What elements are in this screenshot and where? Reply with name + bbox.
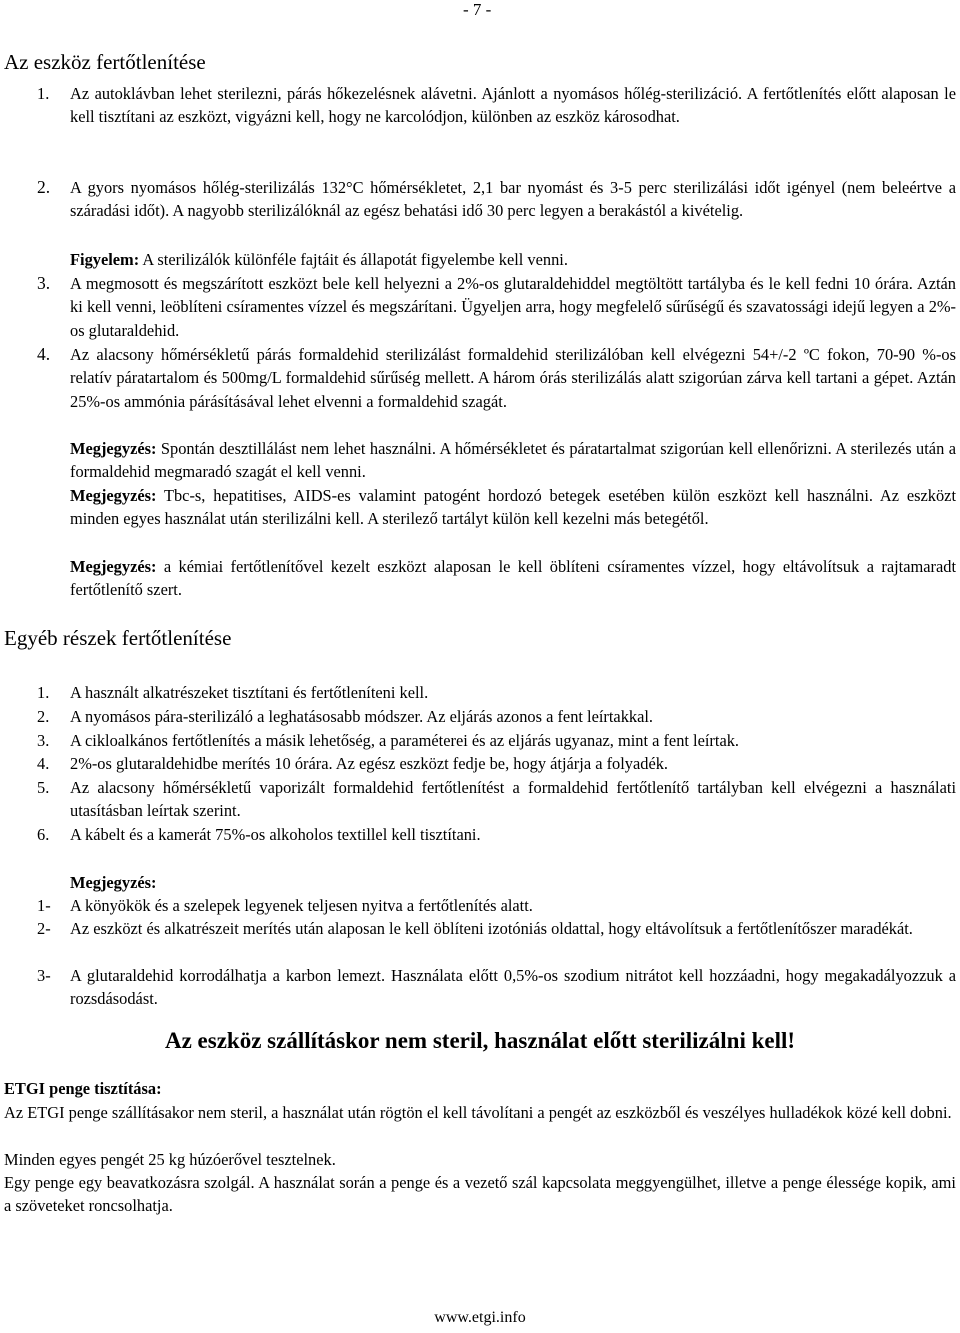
list-item: A nyomásos pára-sterilizáló a leghatásosabb módszer. Az eljárás azonos a fent leírtakkal. xyxy=(70,707,654,726)
note-label: Megjegyzés: xyxy=(70,486,157,505)
section-title-other-parts: Egyéb részek fertőtlenítése xyxy=(4,626,232,650)
sterilization-warning: Az eszköz szállításkor nem steril, használat előtt sterilizálni kell! xyxy=(164,1028,796,1053)
etgi-paragraph: Egy penge egy beavatkozásra szolgál. A használat során a penge és a vezető szál kapcsolata meggyengülhet, illetve a penge élessége kopik, ami a szöveteket roncsolhatja. xyxy=(4,1173,956,1216)
list-item: Az alacsony hőmérsékletű vaporizált formaldehid fertőtlenítést a formaldehid fertőtlenítő tartályban kell elvégezni a használati utasításban leírtak szerint. xyxy=(70,778,956,821)
note-text: a kémiai fertőtlenítővel kezelt eszközt alaposan le kell öblíteni csíramentes vízzel, hogy eltávolítsuk a rajtamaradt fertőtlenítő szert. xyxy=(70,557,956,600)
list-item: A cikloalkános fertőtlenítés a másik lehetőség, a paraméterei és az eljárás ugyanaz, mint a fent leírtak. xyxy=(70,731,740,750)
list-item: A glutaraldehid korrodálhatja a karbon lemezt. Használata előtt 0,5%-os szodium nitrátot kell hozzáadni, hogy megakadályozzuk a rozsdásodást. xyxy=(70,966,956,1009)
etgi-title: ETGI penge tisztítása: xyxy=(4,1079,162,1098)
list-number: 2. xyxy=(37,177,51,197)
list-item: 2%-os glutaraldehidbe merítés 10 órára. Az egész eszközt fedje be, hogy átjárja a folyadék. xyxy=(70,754,669,773)
note-text: Tbc-s, hepatitises, AIDS-es valamint patogént hordozó betegek esetében külön eszközt kell használni. Az eszközt minden egyes használat után sterilizálni kell. A sterilező tartályt külön kell kezelni más betegétől. xyxy=(70,486,956,529)
list-number: 1. xyxy=(37,683,50,702)
etgi-paragraph: Az ETGI penge szállításakor nem steril, a használat után rögtön el kell távolítani a pengét az eszközből és veszélyes hulladékok közé kell dobni. xyxy=(4,1103,952,1122)
note-paragraph xyxy=(70,555,956,602)
list-number: 2- xyxy=(37,919,51,938)
etgi-paragraph: Minden egyes pengét 25 kg húzóerővel tesztelnek. xyxy=(4,1150,336,1169)
note-text: Spontán desztillálást nem lehet használni. A hőmérsékletet és páratartalmat szigorúan kell ellenőrizni. A sterilezés után a formaldehid megmaradó szagát el kell venni. xyxy=(70,439,956,482)
list-number: 1- xyxy=(37,896,51,915)
note-paragraph xyxy=(70,484,956,531)
list-number: 5. xyxy=(37,778,50,797)
footer-url: www.etgi.info xyxy=(434,1309,526,1326)
list-item-text: A gyors nyomásos hőlég-sterilizálás 132°C hőmérsékletet, 2,1 bar nyomást és 3-5 perc sterilizálási időt igényel (nem beleértve a száradási időt). A nagyobb sterilizálóknál az egész behatási idő 30 perc legyen a berakástól a kivételig. xyxy=(70,178,956,221)
note-label: Megjegyzés: xyxy=(70,557,157,576)
list-number: 3. xyxy=(37,731,50,750)
list-item: A megmosott és megszárított eszközt bele kell helyezni a 2%-os glutaraldehiddel megtöltött tartályba és le kell fedni 10 órára. Aztán ki kell venni, leöblíteni csíramentes vízzel és megszárítani. Ügyeljen arra, hogy megfelelő sűrűségű és szavatossági idejű legyen a 2%-os glutaraldehid. xyxy=(70,274,956,340)
list-number: 3. xyxy=(37,273,51,293)
note-text: A sterilizálók különféle fajtáit és állapotát figyelembe kell venni. xyxy=(139,250,568,269)
list-number: 2. xyxy=(37,707,50,726)
note-paragraph xyxy=(70,437,956,484)
warning-note xyxy=(70,248,956,271)
list-number: 4. xyxy=(37,754,50,773)
list-number: 6. xyxy=(37,825,50,844)
list-item: Az eszközt és alkatrészeit merítés után alaposan le kell öblíteni izotóniás oldattal, hogy eltávolítsuk a fertőtlenítőszer maradékát. xyxy=(70,919,913,938)
list-item: A használt alkatrészeket tisztítani és fertőtleníteni kell. xyxy=(70,683,429,702)
list-item: Az autoklávban lehet sterilezni, párás hőkezelésnek alávetni. Ajánlott a nyomásos hőlég-sterilizáció. A fertőtlenítés előtt alaposan le kell tisztítani az eszközt, vigyázni kell, hogy ne karcolódjon, különben az eszköz károsodhat. xyxy=(70,84,956,127)
list-item xyxy=(70,176,956,223)
note-label: Megjegyzés: xyxy=(70,439,157,458)
page-number: - 7 - xyxy=(463,0,492,19)
notes-title: Megjegyzés: xyxy=(70,873,157,892)
note-label: Figyelem: xyxy=(70,250,140,269)
list-number: 3- xyxy=(37,966,51,985)
list-item: A kábelt és a kamerát 75%-os alkoholos textillel kell tisztítani. xyxy=(70,825,481,844)
list-number: 1. xyxy=(37,84,50,103)
section-title-disinfection: Az eszköz fertőtlenítése xyxy=(4,50,206,74)
list-item: Az alacsony hőmérsékletű párás formaldehid sterilizálást formaldehid sterilizálóban kell elvégezni 54+/-2 ºC fokon, 70-90 %-os relatív páratartalom és 500mg/L formaldehid sűrűség mellett. A három órás sterilizálás alatt szigorúan zárva kell tartani a gépet. Aztán 25%-os ammónia párásításával lehet elvenni a formaldehid szagát. xyxy=(70,345,956,411)
list-number: 4. xyxy=(37,344,51,364)
list-item: A könyökök és a szelepek legyenek teljesen nyitva a fertőtlenítés alatt. xyxy=(70,896,533,915)
